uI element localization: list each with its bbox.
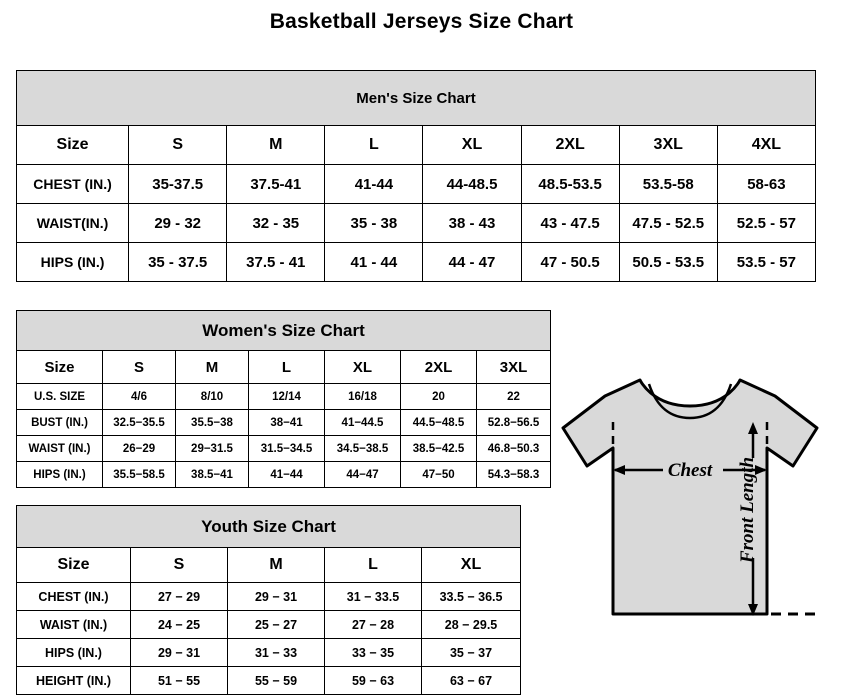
row-header: WAIST (IN.) xyxy=(17,611,131,639)
table-cell: 44−47 xyxy=(325,462,401,488)
table-cell: 29 − 31 xyxy=(228,583,325,611)
table-cell: 26−29 xyxy=(103,436,176,462)
womens-table-caption: Women's Size Chart xyxy=(17,311,551,351)
front-length-label: Front Length xyxy=(737,456,758,564)
table-cell: 38−41 xyxy=(249,410,325,436)
table-cell: 38.5−41 xyxy=(176,462,249,488)
womens-size-chart-table xyxy=(16,310,551,488)
table-cell: 28 − 29.5 xyxy=(422,611,521,639)
table-cell: 52.5 - 57 xyxy=(717,204,815,243)
table-row xyxy=(17,384,551,410)
table-cell: 51 − 55 xyxy=(131,667,228,695)
page-title: Basketball Jerseys Size Chart xyxy=(269,10,574,33)
column-header: 3XL xyxy=(619,126,717,165)
table-cell: 27 − 28 xyxy=(325,611,422,639)
table-row xyxy=(17,410,551,436)
table-row xyxy=(17,243,816,282)
row-header: CHEST (IN.) xyxy=(17,583,131,611)
table-cell: 35 − 37 xyxy=(422,639,521,667)
row-header: CHEST (IN.) xyxy=(17,165,129,204)
row-header: HIPS (IN.) xyxy=(17,462,103,488)
table-cell: 53.5-58 xyxy=(619,165,717,204)
row-header: U.S. SIZE xyxy=(17,384,103,410)
row-header: WAIST(IN.) xyxy=(17,204,129,243)
table-cell: 59 − 63 xyxy=(325,667,422,695)
youth-table-caption: Youth Size Chart xyxy=(17,506,521,548)
table-row xyxy=(17,667,521,695)
table-cell: 29 − 31 xyxy=(131,639,228,667)
table-cell: 53.5 - 57 xyxy=(717,243,815,282)
table-cell: 31.5−34.5 xyxy=(249,436,325,462)
table-cell: 47.5 - 52.5 xyxy=(619,204,717,243)
column-header: 3XL xyxy=(477,351,551,384)
column-header: S xyxy=(131,548,228,583)
table-cell: 37.5 - 41 xyxy=(227,243,325,282)
table-row xyxy=(17,165,816,204)
table-cell: 33 − 35 xyxy=(325,639,422,667)
table-caption-row xyxy=(17,71,816,126)
column-header: XL xyxy=(422,548,521,583)
jersey-measurement-diagram xyxy=(545,362,835,682)
table-cell: 41−44 xyxy=(249,462,325,488)
mens-table-caption: Men's Size Chart xyxy=(17,71,816,126)
table-cell: 12/14 xyxy=(249,384,325,410)
table-cell: 37.5-41 xyxy=(227,165,325,204)
table-cell: 46.8−50.3 xyxy=(477,436,551,462)
column-header: L xyxy=(249,351,325,384)
table-cell: 32 - 35 xyxy=(227,204,325,243)
table-cell: 41-44 xyxy=(325,165,423,204)
column-header: XL xyxy=(423,126,521,165)
table-cell: 32.5−35.5 xyxy=(103,410,176,436)
table-cell: 48.5-53.5 xyxy=(521,165,619,204)
mens-size-chart-table xyxy=(16,70,816,282)
table-cell: 63 − 67 xyxy=(422,667,521,695)
table-cell: 41 - 44 xyxy=(325,243,423,282)
column-header: M xyxy=(228,548,325,583)
column-header: S xyxy=(129,126,227,165)
table-cell: 54.3−58.3 xyxy=(477,462,551,488)
table-header-row xyxy=(17,126,816,165)
table-cell: 52.8−56.5 xyxy=(477,410,551,436)
column-header: Size xyxy=(17,351,103,384)
table-cell: 44.5−48.5 xyxy=(401,410,477,436)
table-row xyxy=(17,639,521,667)
table-cell: 44-48.5 xyxy=(423,165,521,204)
table-cell: 55 − 59 xyxy=(228,667,325,695)
table-cell: 50.5 - 53.5 xyxy=(619,243,717,282)
column-header: Size xyxy=(17,548,131,583)
table-cell: 25 − 27 xyxy=(228,611,325,639)
column-header: Size xyxy=(17,126,129,165)
column-header: L xyxy=(325,126,423,165)
table-cell: 4/6 xyxy=(103,384,176,410)
column-header: L xyxy=(325,548,422,583)
table-cell: 8/10 xyxy=(176,384,249,410)
row-header: HEIGHT (IN.) xyxy=(17,667,131,695)
table-row xyxy=(17,583,521,611)
column-header: 4XL xyxy=(717,126,815,165)
column-header: 2XL xyxy=(401,351,477,384)
table-cell: 35 - 38 xyxy=(325,204,423,243)
table-cell: 33.5 − 36.5 xyxy=(422,583,521,611)
column-header: S xyxy=(103,351,176,384)
table-cell: 22 xyxy=(477,384,551,410)
row-header: HIPS (IN.) xyxy=(17,243,129,282)
table-cell: 31 − 33.5 xyxy=(325,583,422,611)
table-caption-row xyxy=(17,311,551,351)
table-cell: 27 − 29 xyxy=(131,583,228,611)
table-cell: 20 xyxy=(401,384,477,410)
table-cell: 29−31.5 xyxy=(176,436,249,462)
table-row xyxy=(17,204,816,243)
table-cell: 44 - 47 xyxy=(423,243,521,282)
row-header: BUST (IN.) xyxy=(17,410,103,436)
row-header: WAIST (IN.) xyxy=(17,436,103,462)
row-header: HIPS (IN.) xyxy=(17,639,131,667)
table-row xyxy=(17,436,551,462)
table-header-row xyxy=(17,351,551,384)
table-cell: 35.5−58.5 xyxy=(103,462,176,488)
table-cell: 35 - 37.5 xyxy=(129,243,227,282)
table-row xyxy=(17,462,551,488)
table-cell: 35-37.5 xyxy=(129,165,227,204)
table-row xyxy=(17,611,521,639)
table-cell: 47−50 xyxy=(401,462,477,488)
table-cell: 16/18 xyxy=(325,384,401,410)
table-cell: 29 - 32 xyxy=(129,204,227,243)
table-cell: 35.5−38 xyxy=(176,410,249,436)
table-cell: 38 - 43 xyxy=(423,204,521,243)
table-cell: 58-63 xyxy=(717,165,815,204)
chest-label: Chest xyxy=(667,460,713,481)
table-cell: 41−44.5 xyxy=(325,410,401,436)
table-cell: 34.5−38.5 xyxy=(325,436,401,462)
column-header: M xyxy=(176,351,249,384)
column-header: 2XL xyxy=(521,126,619,165)
table-header-row xyxy=(17,548,521,583)
table-cell: 31 − 33 xyxy=(228,639,325,667)
column-header: M xyxy=(227,126,325,165)
column-header: XL xyxy=(325,351,401,384)
jersey-shape xyxy=(563,380,817,614)
table-caption-row xyxy=(17,506,521,548)
youth-size-chart-table xyxy=(16,505,521,695)
table-cell: 38.5−42.5 xyxy=(401,436,477,462)
table-cell: 43 - 47.5 xyxy=(521,204,619,243)
table-cell: 24 − 25 xyxy=(131,611,228,639)
table-cell: 47 - 50.5 xyxy=(521,243,619,282)
